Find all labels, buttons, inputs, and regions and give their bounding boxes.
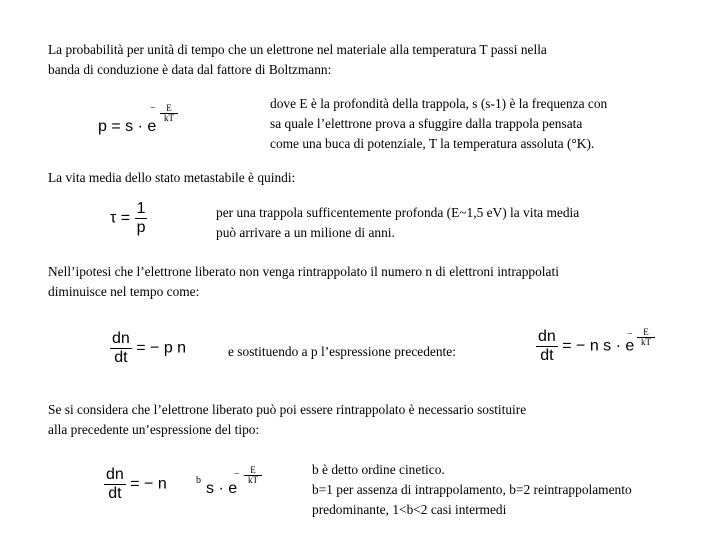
- equation-boltzmann-exponent: [160, 104, 178, 123]
- retrap-line-2: alla precedente un’espressione del tipo:: [48, 422, 260, 437]
- equation-decay-boltzmann-exponent: [637, 328, 655, 347]
- equation-decay-boltzmann-exp-sign: −: [627, 329, 633, 340]
- exponent-numerator: E: [643, 327, 649, 337]
- ordine-line-1: b è detto ordine cinetico.: [312, 462, 445, 477]
- exponent-numerator: E: [250, 465, 256, 475]
- intro-line-2: banda di conduzione è data dal fattore di Boltzmann:: [48, 62, 332, 77]
- equation-tau-lhs: τ =: [110, 209, 131, 227]
- equation-kinetic-order-exp-sign: −: [234, 469, 240, 480]
- eq2-note-line-2: può arrivare a un milione di anni.: [216, 225, 395, 240]
- equation-decay-fraction: [110, 330, 132, 367]
- fraction-numerator: dn: [112, 330, 130, 347]
- equation-decay-boltzmann-fraction: [536, 328, 558, 365]
- eq1-note-line-3: come una buca di potenziale, T la temperatura assoluta (°K).: [270, 136, 595, 151]
- ipotesi-line-2: diminuisce nel tempo come:: [48, 284, 200, 299]
- equation-kinetic-order-rhs-b: s · e: [206, 480, 238, 497]
- equation-decay-boltzmann: [536, 328, 634, 365]
- sostituendo-text: e sostituendo a p l’espressione precedente:: [228, 344, 456, 359]
- ipotesi-line-1: Nell’ipotesi che l’elettrone liberato non venga rintrappolato il numero n di elettroni intrappolati: [48, 264, 559, 279]
- equation-kinetic-order-exponent: [244, 466, 262, 485]
- equation-tau-fraction: [135, 200, 148, 237]
- eq1-note-line-2: sa quale l’elettrone prova a sfuggire dalla trappola pensata: [270, 116, 583, 131]
- equation-boltzmann-lhs: p = s · e: [98, 118, 157, 135]
- exponent-numerator: E: [166, 103, 172, 113]
- equation-kinetic-order-power: b: [196, 475, 201, 486]
- fraction-denominator: dt: [110, 348, 132, 367]
- eq2-note-line-1: per una trappola sufficentemente profonda (E~1,5 eV) la vita media: [216, 205, 580, 220]
- equation-boltzmann: [98, 118, 156, 136]
- fraction-numerator: dn: [538, 328, 556, 345]
- equation-boltzmann-exp-sign: −: [150, 103, 156, 114]
- fraction-numerator: 1: [136, 200, 146, 217]
- equation-decay: [110, 330, 186, 367]
- equation-kinetic-order-rhs-b-wrap: [206, 480, 237, 498]
- fraction-denominator: dt: [536, 346, 558, 365]
- eq1-note-line-1: dove E è la profondità della trappola, s (s-1) è la frequenza con: [270, 96, 608, 111]
- retrap-line-1: Se si considera che l’elettrone liberato può poi essere rintrappolato è necessario sostituire: [48, 402, 527, 417]
- vita-media-text: La vita media dello stato metastabile è quindi:: [48, 170, 296, 185]
- ordine-line-3: predominante, 1<b<2 casi intermedi: [312, 502, 507, 517]
- equation-decay-rhs: = − p n: [136, 339, 187, 357]
- fraction-numerator: dn: [106, 466, 124, 483]
- exponent-denominator: kT: [244, 475, 262, 485]
- equation-kinetic-order: [104, 466, 167, 503]
- ordine-line-2: b=1 per assenza di intrappolamento, b=2 reintrappolamento: [312, 482, 632, 497]
- equation-kinetic-order-fraction: [104, 466, 126, 503]
- fraction-denominator: dt: [104, 484, 126, 503]
- exponent-denominator: kT: [637, 337, 655, 347]
- intro-line-1: La probabilità per unità di tempo che un elettrone nel materiale alla temperatura T passi nella: [48, 42, 547, 57]
- equation-kinetic-order-rhs-a: = − n: [130, 475, 167, 493]
- fraction-denominator: p: [136, 219, 146, 236]
- exponent-denominator: kT: [160, 113, 178, 123]
- equation-tau: [110, 200, 147, 237]
- equation-decay-boltzmann-rhs: = − n s · e: [562, 337, 635, 355]
